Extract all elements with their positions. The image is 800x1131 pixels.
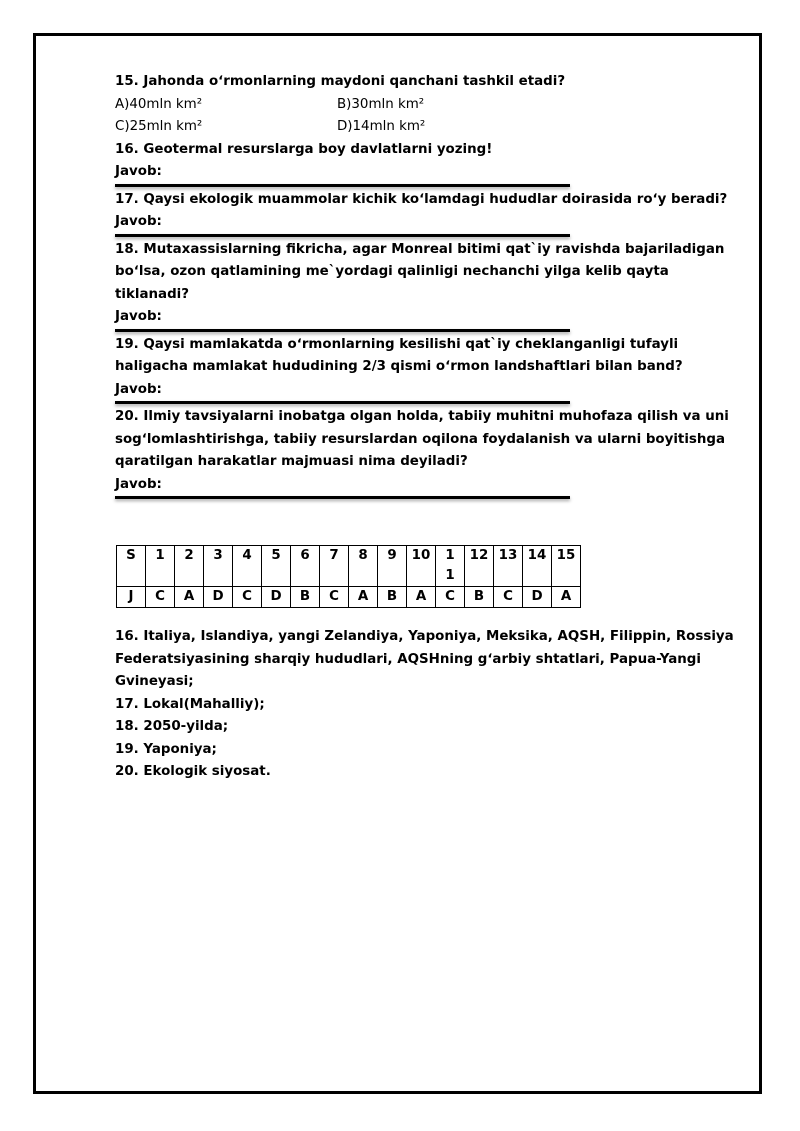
- key-header-cell: 10: [407, 546, 436, 587]
- key-header-cell: 15: [552, 546, 581, 587]
- key-header-cell: 9: [378, 546, 407, 587]
- key-answer-cell: A: [552, 587, 581, 608]
- answer-key-header-row: [117, 546, 581, 587]
- question-16: 16. Geotermal resurslarga boy davlatlarni yozing!: [115, 141, 493, 157]
- key-header-cell: 8: [349, 546, 378, 587]
- question-20: 20. Ilmiy tavsiyalarni inobatga olgan holda, tabiiy muhitni muhofaza qilish va uni sogʻlomlashtirishga, tabiiy resurslardan oqilona foydalanish va ularni boyitishga qaratilgan harakatlar majmuasi nima deyiladi?: [115, 409, 729, 469]
- key-answer-cell: B: [465, 587, 494, 608]
- question-15: 15. Jahonda oʻrmonlarning maydoni qanchani tashkil etadi?: [115, 74, 566, 89]
- key-header-cell: 14: [523, 546, 552, 587]
- answer-label-16: Javob:: [115, 164, 162, 179]
- key-header-cell: 7: [320, 546, 349, 587]
- question-18: 18. Mutaxassislarning fikricha, agar Monreal bitimi qat`iy ravishda bajariladigan boʻlsa, ozon qatlamining me`yordagi qalinligi nechanchi yilga kelib qayta tiklanadi?: [115, 241, 725, 302]
- option-a: A)40mln km²: [115, 96, 203, 112]
- key-header-cell: 4: [233, 546, 262, 587]
- key-answer-cell: D: [262, 587, 291, 608]
- key-answer-cell: C: [320, 587, 349, 608]
- question-17: 17. Qaysi ekologik muammolar kichik koʻlamdagi hududlar doirasida roʻy beradi?: [115, 191, 728, 207]
- written-answer-18: 18. 2050-yilda;: [115, 719, 229, 734]
- key-answer-cell: J: [117, 587, 146, 608]
- key-answer-cell: A: [407, 587, 436, 608]
- key-answer-cell: A: [349, 587, 378, 608]
- option-c: C)25mln km²: [115, 119, 203, 134]
- key-header-cell: 1: [146, 546, 175, 587]
- written-answer-20: 20. Ekologik siyosat.: [115, 764, 271, 779]
- key-header-cell: 12: [465, 546, 494, 587]
- question-15-options: [115, 94, 735, 139]
- key-answer-cell: C: [233, 587, 262, 608]
- key-header-cell: 3: [204, 546, 233, 587]
- key-answer-cell: B: [291, 587, 320, 608]
- key-header-cell: 6: [291, 546, 320, 587]
- written-answer-16: 16. Italiya, Islandiya, yangi Zelandiya, Yaponiya, Meksika, AQSH, Filippin, Rossiya Federatsiyasining sharqiy hududlari, AQSHning gʻarbiy shtatlari, Papua-Yangi Gvineyasi;: [115, 629, 734, 689]
- answer-label-20: Javob:: [115, 476, 162, 492]
- written-answers: [115, 626, 735, 784]
- option-b: B)30mln km²: [337, 96, 425, 112]
- key-header-cell: 5: [262, 546, 291, 587]
- key-answer-cell: A: [175, 587, 204, 608]
- key-answer-cell: D: [523, 587, 552, 608]
- answer-key-table: [116, 545, 581, 608]
- answer-label-19: Javob:: [115, 381, 162, 397]
- key-answer-cell: C: [146, 587, 175, 608]
- written-answer-19: 19. Yaponiya;: [115, 741, 217, 757]
- key-header-cell: 1 1: [436, 546, 465, 587]
- key-answer-cell: B: [378, 587, 407, 608]
- answer-label-18: Javob:: [115, 309, 162, 324]
- document-content: [115, 71, 735, 784]
- key-header-cell: S: [117, 546, 146, 587]
- answer-label-17: Javob:: [115, 214, 162, 229]
- question-19: 19. Qaysi mamlakatda oʻrmonlarning kesilishi qat`iy cheklanganligi tufayli haligacha mamlakat hududining 2/3 qismi oʻrmon landshaftlari bilan band?: [115, 336, 683, 374]
- key-answer-cell: C: [436, 587, 465, 608]
- option-d: D)14mln km²: [337, 119, 426, 134]
- key-header-cell: 13: [494, 546, 523, 587]
- written-answer-17: 17. Lokal(Mahalliy);: [115, 696, 265, 712]
- key-header-cell: 2: [175, 546, 204, 587]
- key-answer-cell: D: [204, 587, 233, 608]
- key-answer-cell: C: [494, 587, 523, 608]
- answer-key-values-row: [117, 587, 581, 608]
